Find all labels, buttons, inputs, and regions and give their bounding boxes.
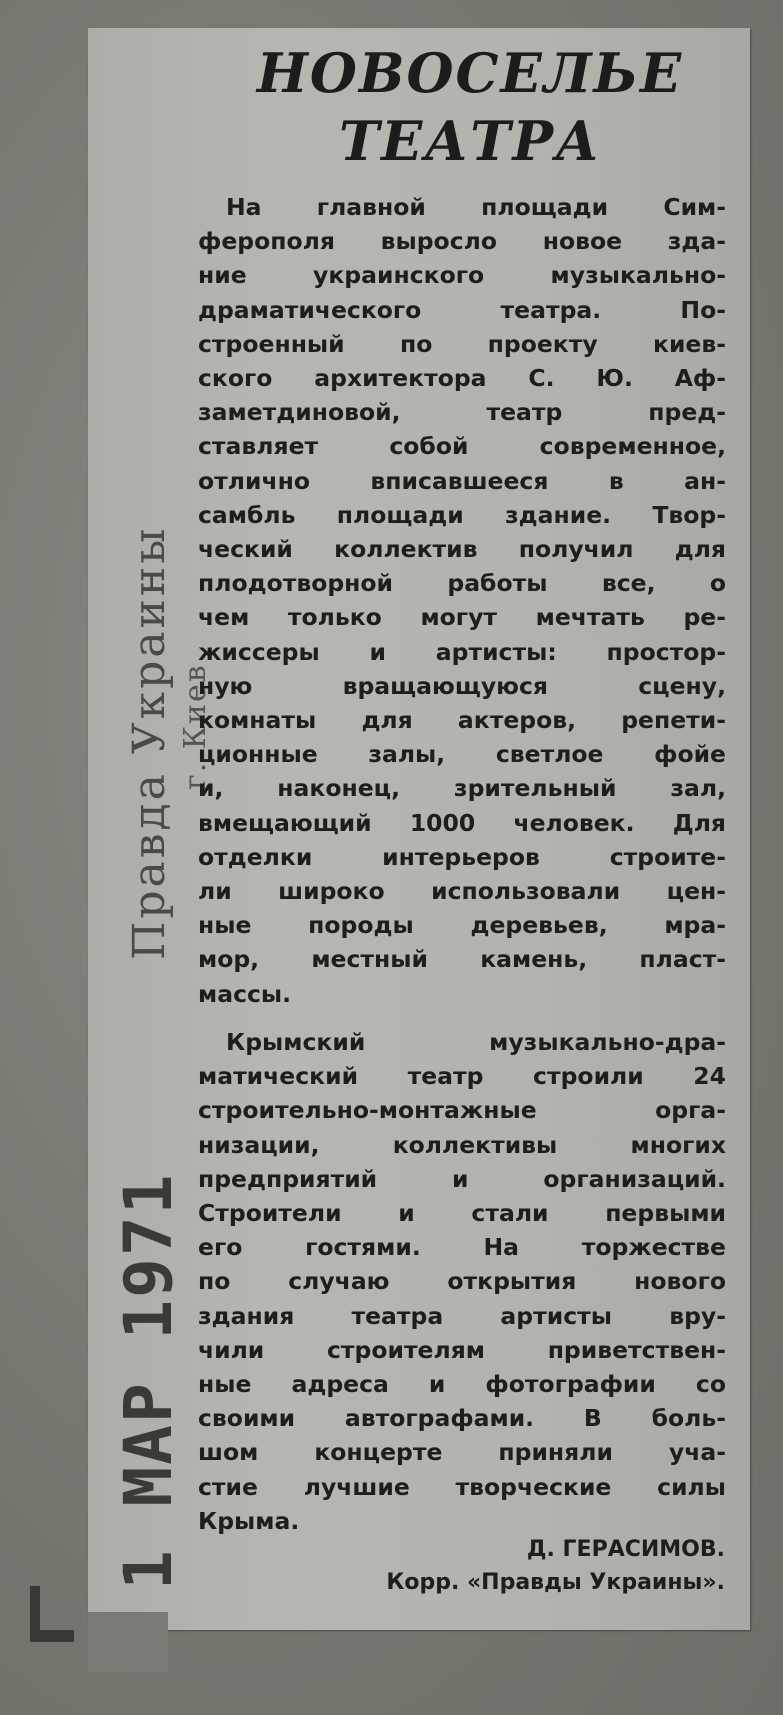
article-line: низации, коллективы многих: [198, 1130, 726, 1159]
article-line: чем только могут мечтать ре-: [198, 603, 726, 632]
article-byline: Корр. «Правды Украины».: [386, 1570, 725, 1595]
article-line: чили строителям приветствен-: [198, 1335, 726, 1364]
stamp-city: г. Киев: [178, 663, 213, 790]
article-line: шом концерте приняли уча-: [198, 1438, 726, 1467]
article-line: ставляет собой современное,: [198, 432, 726, 461]
article-line: ционные залы, светлое фойе: [198, 740, 726, 769]
article-line: ные адреса и фотографии со: [198, 1370, 726, 1398]
article-line: его гостями. На торжестве: [198, 1233, 726, 1262]
article-line: вмещающий 1000 человек. Для: [198, 808, 726, 837]
article-line: ние украинского музыкально-: [198, 261, 726, 290]
article-line: ную вращающуюся сцену,: [198, 671, 726, 700]
article-line: заметдиновой, театр пред-: [198, 398, 726, 427]
article-line: отлично вписавшееся в ан-: [198, 466, 726, 495]
article-line: по случаю открытия нового: [198, 1267, 726, 1296]
stamp-source: Правда Украины: [124, 525, 175, 960]
article-line: жиссеры и артисты: простор-: [198, 637, 726, 666]
article-signature: Д. ГЕРАСИМОВ.: [526, 1537, 725, 1562]
article-title-line-2: ТЕАТРА: [338, 109, 602, 173]
article-line: На главной площади Сим-: [226, 193, 726, 221]
article-line: своими автографами. В боль-: [198, 1404, 726, 1433]
article-line: комнаты для актеров, репети-: [198, 706, 726, 734]
corner-mark: [30, 1586, 74, 1642]
article-line: и, наконец, зрительный зал,: [198, 774, 726, 803]
article-line: ные породы деревьев, мра-: [198, 911, 726, 940]
article-line: мор, местный камень, пласт-: [198, 945, 726, 974]
article-line: Крымский музыкально-дра-: [226, 1028, 726, 1056]
article-line: плодотворной работы все, о: [198, 569, 726, 598]
article-line: Крыма.: [198, 1506, 300, 1535]
stamp-date: 1 МАР 1971: [110, 1172, 187, 1590]
article-line: драматического театра. По-: [198, 295, 726, 324]
article-line: отделки интерьеров строите-: [198, 842, 726, 871]
article-line: здания театра артисты вру-: [198, 1301, 726, 1330]
article-line: самбль площади здание. Твор-: [198, 500, 726, 529]
article-line: предприятий и организаций.: [198, 1164, 726, 1193]
article-line: ского архитектора С. Ю. Аф-: [198, 364, 726, 392]
article-line: стие лучшие творческие силы: [198, 1472, 726, 1501]
article-line: ческий коллектив получил для: [198, 535, 726, 563]
article-title-line-1: НОВОСЕЛЬЕ: [256, 41, 684, 105]
article-line: ли широко использовали цен-: [198, 877, 726, 905]
article-line: ферополя выросло новое зда-: [198, 227, 726, 256]
article-line: Строители и стали первыми: [198, 1199, 726, 1227]
clipping-torn-corner: [88, 1612, 168, 1672]
article-line: массы.: [198, 979, 292, 1008]
article-line: строенный по проекту киев-: [198, 329, 726, 358]
article-line: строительно-монтажные орга-: [198, 1096, 726, 1125]
article-line: матический театр строили 24: [198, 1062, 726, 1091]
